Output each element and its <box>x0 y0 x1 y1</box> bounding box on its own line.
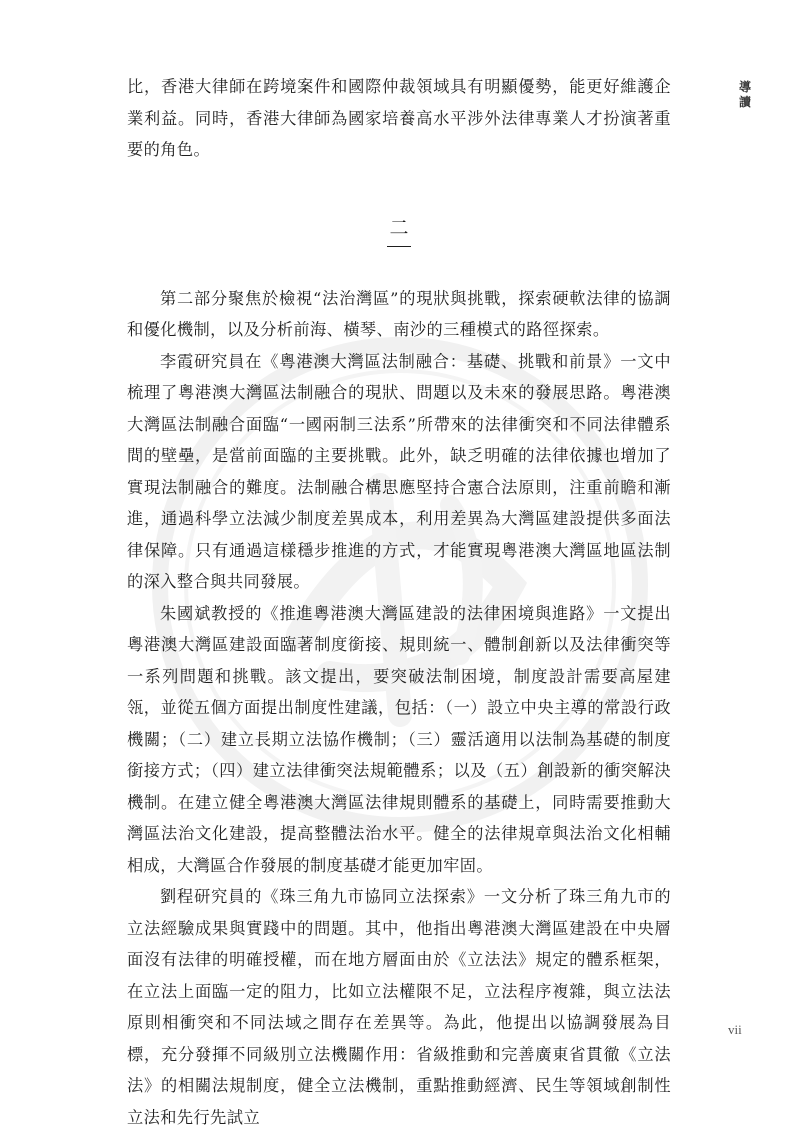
paragraph: 朱國斌教授的《推進粵港澳大灣區建設的法律困境與進路》一文提出粵港澳大灣區建設面臨著制度銜接、規則統一、體制創新以及法律衝突等一系列問題和挑戰。該文提出，要突破法制困境，制度設計需要高屋建瓴，並從五個方面提出制度性建議，包括：（一）設立中央主導的常設行政機關；（二）建立長期立法協作機制；（三）靈活適用以法制為基礎的制度銜接方式；（四）建立法律衝突法規範體系；以及（五）創設新的衝突解決機制。在建立健全粵港澳大灣區法律規則體系的基礎上，同時需要推動大灣區法治文化建設，提高整體法治水平。健全的法律規章與法治文化相輔相成，大灣區合作發展的制度基礎才能更加牢固。 <box>127 603 671 875</box>
chapter-side-label: 導讀 <box>738 80 751 109</box>
section-heading-text: 二 <box>387 214 410 247</box>
paragraph: 李霞研究員在《粵港澳大灣區法制融合：基礎、挑戰和前景》一文中梳理了粵港澳大灣區法制融合的現狀、問題以及未來的發展思路。粵港澳大灣區法制融合面臨“一國兩制三法系”所帶來的法律衝突和不同法律體系間的壁壘，是當前面臨的主要挑戰。此外，缺乏明確的法律依據也增加了實現法制融合的難度。法制融合構思應堅持合憲合法原則，注重前瞻和漸進，通過科學立法減少制度差異成本，利用差異為大灣區建設提供多面法律保障。只有通過這樣穩步推進的方式，才能實現粵港澳大灣區地區法制的深入整合與共同發展。 <box>127 351 671 591</box>
paragraph: 劉程研究員的《珠三角九市協同立法探索》一文分析了珠三角九市的立法經驗成果與實踐中的問題。其中，他指出粵港澳大灣區建設在中央層面沒有法律的明確授權，而在地方層面由於《立法法》規定的體系框架，在立法上面臨一定的阻力，比如立法權限不足，立法程序複雜，與立法法原則相衝突和不同法域之間存在差異等。為此，他提出以協調發展為目標，充分發揮不同級別立法機關作用：省級推動和完善廣東省貫徹《立法法》的相關法規制度，健全立法機制，重點推動經濟、民生等領域創制性立法和先行先試立 <box>127 887 671 1127</box>
document-body <box>127 71 671 1133</box>
page-number: vii <box>728 1022 742 1037</box>
paragraph-continuation: 比，香港大律師在跨境案件和國際仲裁領域具有明顯優勢，能更好維護企業利益。同時，香港大律師為國家培養高水平涉外法律專業人才扮演著重要的角色。 <box>127 77 671 159</box>
paragraph: 第二部分聚焦於檢視“法治灣區”的現狀與挑戰，探索硬軟法律的協調和優化機制，以及分析前海、橫琴、南沙的三種模式的路徑探索。 <box>127 288 671 339</box>
section-heading <box>127 213 671 257</box>
